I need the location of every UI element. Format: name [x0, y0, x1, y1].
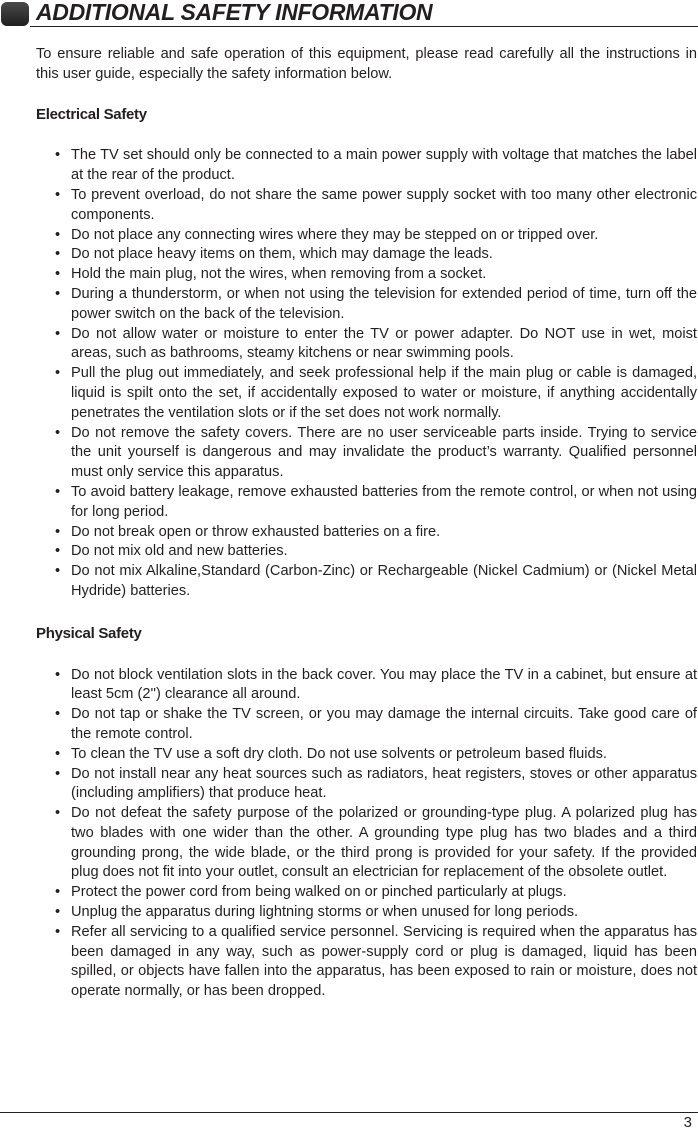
list-item-text: Do not break open or throw exhausted batteries on a fire.	[71, 523, 441, 540]
list-item-text: Do not allow water or moisture to enter the TV or power adapter. Do NOT use in wet, moist areas, such as bathrooms, steamy kitchens or near swimming pools.	[71, 325, 697, 362]
bullet-icon: •	[55, 147, 61, 164]
list-item-text: To clean the TV use a soft dry cloth. Do not use solvents or petroleum based fluids.	[71, 745, 607, 762]
list-item-text: Refer all servicing to a qualified service personnel. Servicing is required when the apparatus has been damaged in any way, such as power-supply cord or plug is damaged, liquid has been spilled, or objects have fallen into the apparatus, has been exposed to rain or moisture, does not operate normally, or has been dropped.	[71, 923, 697, 1000]
document-body	[36, 45, 697, 1002]
bullet-icon: •	[55, 805, 61, 822]
list-item-text: Hold the main plug, not the wires, when removing from a socket.	[71, 266, 487, 283]
list-item-text: To avoid battery leakage, remove exhausted batteries from the remote control, or when not using for long period.	[71, 483, 697, 520]
list-item	[36, 226, 697, 246]
list-item-text: Do not install near any heat sources such as radiators, heat registers, stoves or other apparatus (including amplifiers) that produce heat.	[71, 765, 697, 802]
footer-divider	[0, 1112, 698, 1113]
list-item	[36, 186, 697, 226]
bullet-icon: •	[55, 266, 61, 283]
list-item	[36, 325, 697, 365]
bullet-icon: •	[55, 483, 61, 500]
list-item	[36, 765, 697, 805]
list-item-text: Do not block ventilation slots in the back cover. You may place the TV in a cabinet, but ensure at least 5cm (2'') clearance all around.	[71, 666, 697, 703]
list-item-text: Unplug the apparatus during lightning storms or when unused for long periods.	[71, 904, 579, 921]
list-item	[36, 666, 697, 706]
bullet-icon: •	[55, 424, 61, 441]
list-item	[36, 542, 697, 562]
bullet-icon: •	[55, 666, 61, 683]
bullet-icon: •	[55, 523, 61, 540]
list-item	[36, 923, 697, 1002]
list-item-text: Do not place any connecting wires where they may be stepped on or tripped over.	[71, 226, 599, 243]
list-item-text: The TV set should only be connected to a main power supply with voltage that matches the label at the rear of the product.	[71, 147, 697, 184]
bullet-icon: •	[55, 543, 61, 560]
electrical-safety-list	[36, 146, 697, 601]
list-item	[36, 883, 697, 903]
page-title: ADDITIONAL SAFETY INFORMATION	[36, 0, 433, 25]
bullet-icon: •	[55, 186, 61, 203]
page-number: 3	[683, 1114, 692, 1131]
list-item-text: Pull the plug out immediately, and seek professional help if the main plug or cable is damaged, liquid is spilt onto the set, if accidentally exposed to water or moisture, if anything accidentally penetrates the ventilation slots or if the set does not work normally.	[71, 365, 697, 421]
header-divider	[30, 26, 698, 27]
list-item	[36, 562, 697, 602]
bullet-icon: •	[55, 923, 61, 940]
list-item	[36, 265, 697, 285]
list-item	[36, 903, 697, 923]
bullet-icon: •	[55, 563, 61, 580]
list-item	[36, 804, 697, 883]
intro-paragraph: To ensure reliable and safe operation of this equipment, please read carefully all the instructions in this user guide, especially the safety information below.	[36, 46, 697, 82]
bullet-icon: •	[55, 325, 61, 342]
bullet-icon: •	[55, 285, 61, 302]
bullet-icon: •	[55, 246, 61, 263]
bullet-icon: •	[55, 904, 61, 921]
list-item	[36, 745, 697, 765]
list-item	[36, 285, 697, 325]
bullet-icon: •	[55, 226, 61, 243]
list-item	[36, 146, 697, 186]
bullet-icon: •	[55, 765, 61, 782]
list-item	[36, 364, 697, 423]
electrical-safety-heading: Electrical Safety	[36, 105, 147, 123]
list-item-text: Protect the power cord from being walked on or pinched particularly at plugs.	[71, 884, 567, 901]
bullet-icon: •	[55, 706, 61, 723]
list-item-text: To prevent overload, do not share the same power supply socket with too many other electronic components.	[71, 186, 697, 223]
list-item-text: Do not defeat the safety purpose of the polarized or grounding-type plug. A polarized plug has two blades with one wider than the other. A grounding type plug has two blades and a third grounding prong, the wide blade, or the third prong is provided for your safety. If the provided plug does not fit into your outlet, consult an electrician for replacement of the obsolete outlet.	[71, 805, 697, 881]
list-item-text: Do not tap or shake the TV screen, or you may damage the internal circuits. Take good care of the remote control.	[71, 706, 697, 742]
header-marker-block	[1, 2, 29, 26]
physical-safety-list	[36, 666, 697, 1003]
physical-safety-heading: Physical Safety	[36, 624, 142, 642]
list-item	[36, 483, 697, 523]
bullet-icon: •	[55, 365, 61, 382]
list-item-text: During a thunderstorm, or when not using the television for extended period of time, turn off the power switch on the back of the television.	[71, 285, 697, 322]
list-item	[36, 245, 697, 265]
bullet-icon: •	[55, 884, 61, 901]
list-item	[36, 705, 697, 745]
list-item	[36, 523, 697, 543]
list-item-text: Do not place heavy items on them, which may damage the leads.	[71, 246, 493, 263]
list-item	[36, 424, 697, 483]
list-item-text: Do not remove the safety covers. There are no user serviceable parts inside. Trying to service the unit yourself is dangerous and may invalidate the product’s warranty. Qualified personnel must only service this apparatus.	[71, 424, 697, 481]
page-header	[0, 0, 698, 30]
bullet-icon: •	[55, 745, 61, 762]
list-item-text: Do not mix old and new batteries.	[71, 543, 288, 560]
list-item-text: Do not mix Alkaline,Standard (Carbon-Zinc) or Rechargeable (Nickel Cadmium) or (Nickel Metal Hydride) batteries.	[71, 563, 697, 599]
